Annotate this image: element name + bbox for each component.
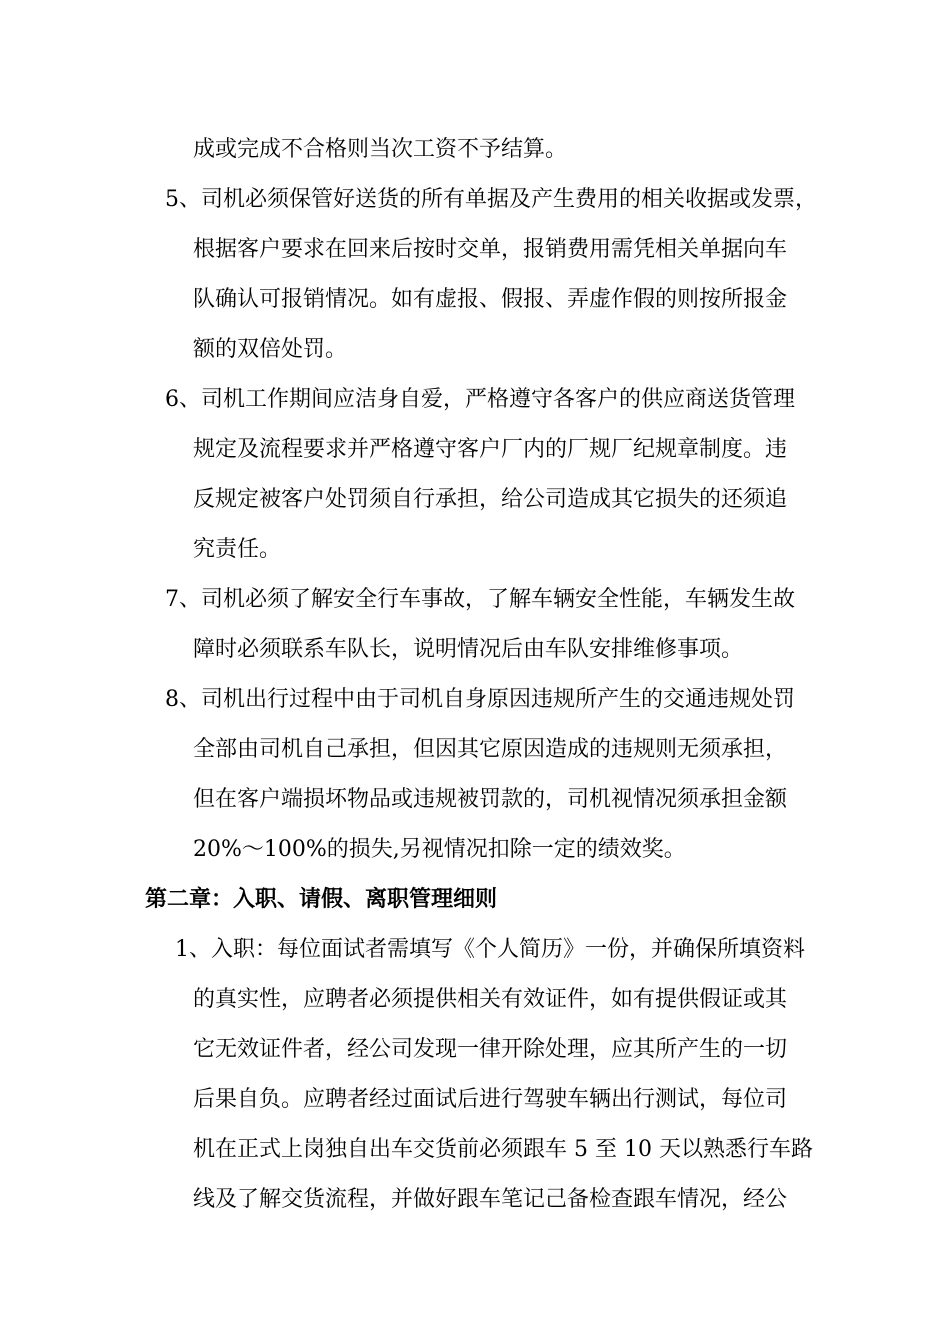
text-line: 8、司机出行过程中由于司机自身原因违规所产生的交通违规处罚 bbox=[165, 687, 795, 712]
text-line: 6、司机工作期间应洁身自爱，严格遵守各客户的供应商送货管理 bbox=[165, 387, 795, 412]
text-line: 20%～100%的损失,另视情况扣除一定的绩效奖。 bbox=[193, 837, 686, 862]
continuation-line: 成或完成不合格则当次工资不予结算。 bbox=[193, 137, 568, 162]
text-line: 规定及流程要求并严格遵守客户厂内的厂规厂纪规章制度。违 bbox=[193, 437, 788, 462]
text-line: 后果自负。应聘者经过面试后进行驾驶车辆出行测试，每位司 bbox=[193, 1087, 788, 1112]
text-line: 障时必须联系车队长，说明情况后由车队安排维修事项。 bbox=[193, 637, 744, 662]
text-line: 根据客户要求在回来后按时交单，报销费用需凭相关单据向车 bbox=[193, 237, 788, 262]
text-line: 反规定被客户处罚须自行承担，给公司造成其它损失的还须追 bbox=[193, 487, 788, 512]
chapter-heading: 第二章：入职、请假、离职管理细则 bbox=[145, 887, 498, 912]
text-line: 的真实性，应聘者必须提供相关有效证件，如有提供假证或其 bbox=[193, 987, 788, 1012]
text-line: 5、司机必须保管好送货的所有单据及产生费用的相关收据或发票， bbox=[165, 187, 817, 212]
text-line: 全部由司机自己承担，但因其它原因造成的违规则无须承担， bbox=[193, 737, 788, 762]
text-line: 1、入职：每位面试者需填写《个人简历》一份，并确保所填资料 bbox=[175, 937, 805, 962]
text-line: 线及了解交货流程，并做好跟车笔记己备检查跟车情况，经公 bbox=[193, 1187, 788, 1212]
text-line: 但在客户端损坏物品或违规被罚款的，司机视情况须承担金额 bbox=[193, 787, 788, 812]
text-line: 机在正式上岗独自出车交货前必须跟车 5 至 10 天以熟悉行车路 bbox=[193, 1137, 813, 1162]
text-line: 队确认可报销情况。如有虚报、假报、弄虚作假的则按所报金 bbox=[193, 287, 788, 312]
text-line: 7、司机必须了解安全行车事故，了解车辆安全性能，车辆发生故 bbox=[165, 587, 795, 612]
text-line: 究责任。 bbox=[193, 537, 282, 562]
text-line: 它无效证件者，经公司发现一律开除处理，应其所产生的一切 bbox=[193, 1037, 788, 1062]
text-line: 额的双倍处罚。 bbox=[193, 337, 348, 362]
